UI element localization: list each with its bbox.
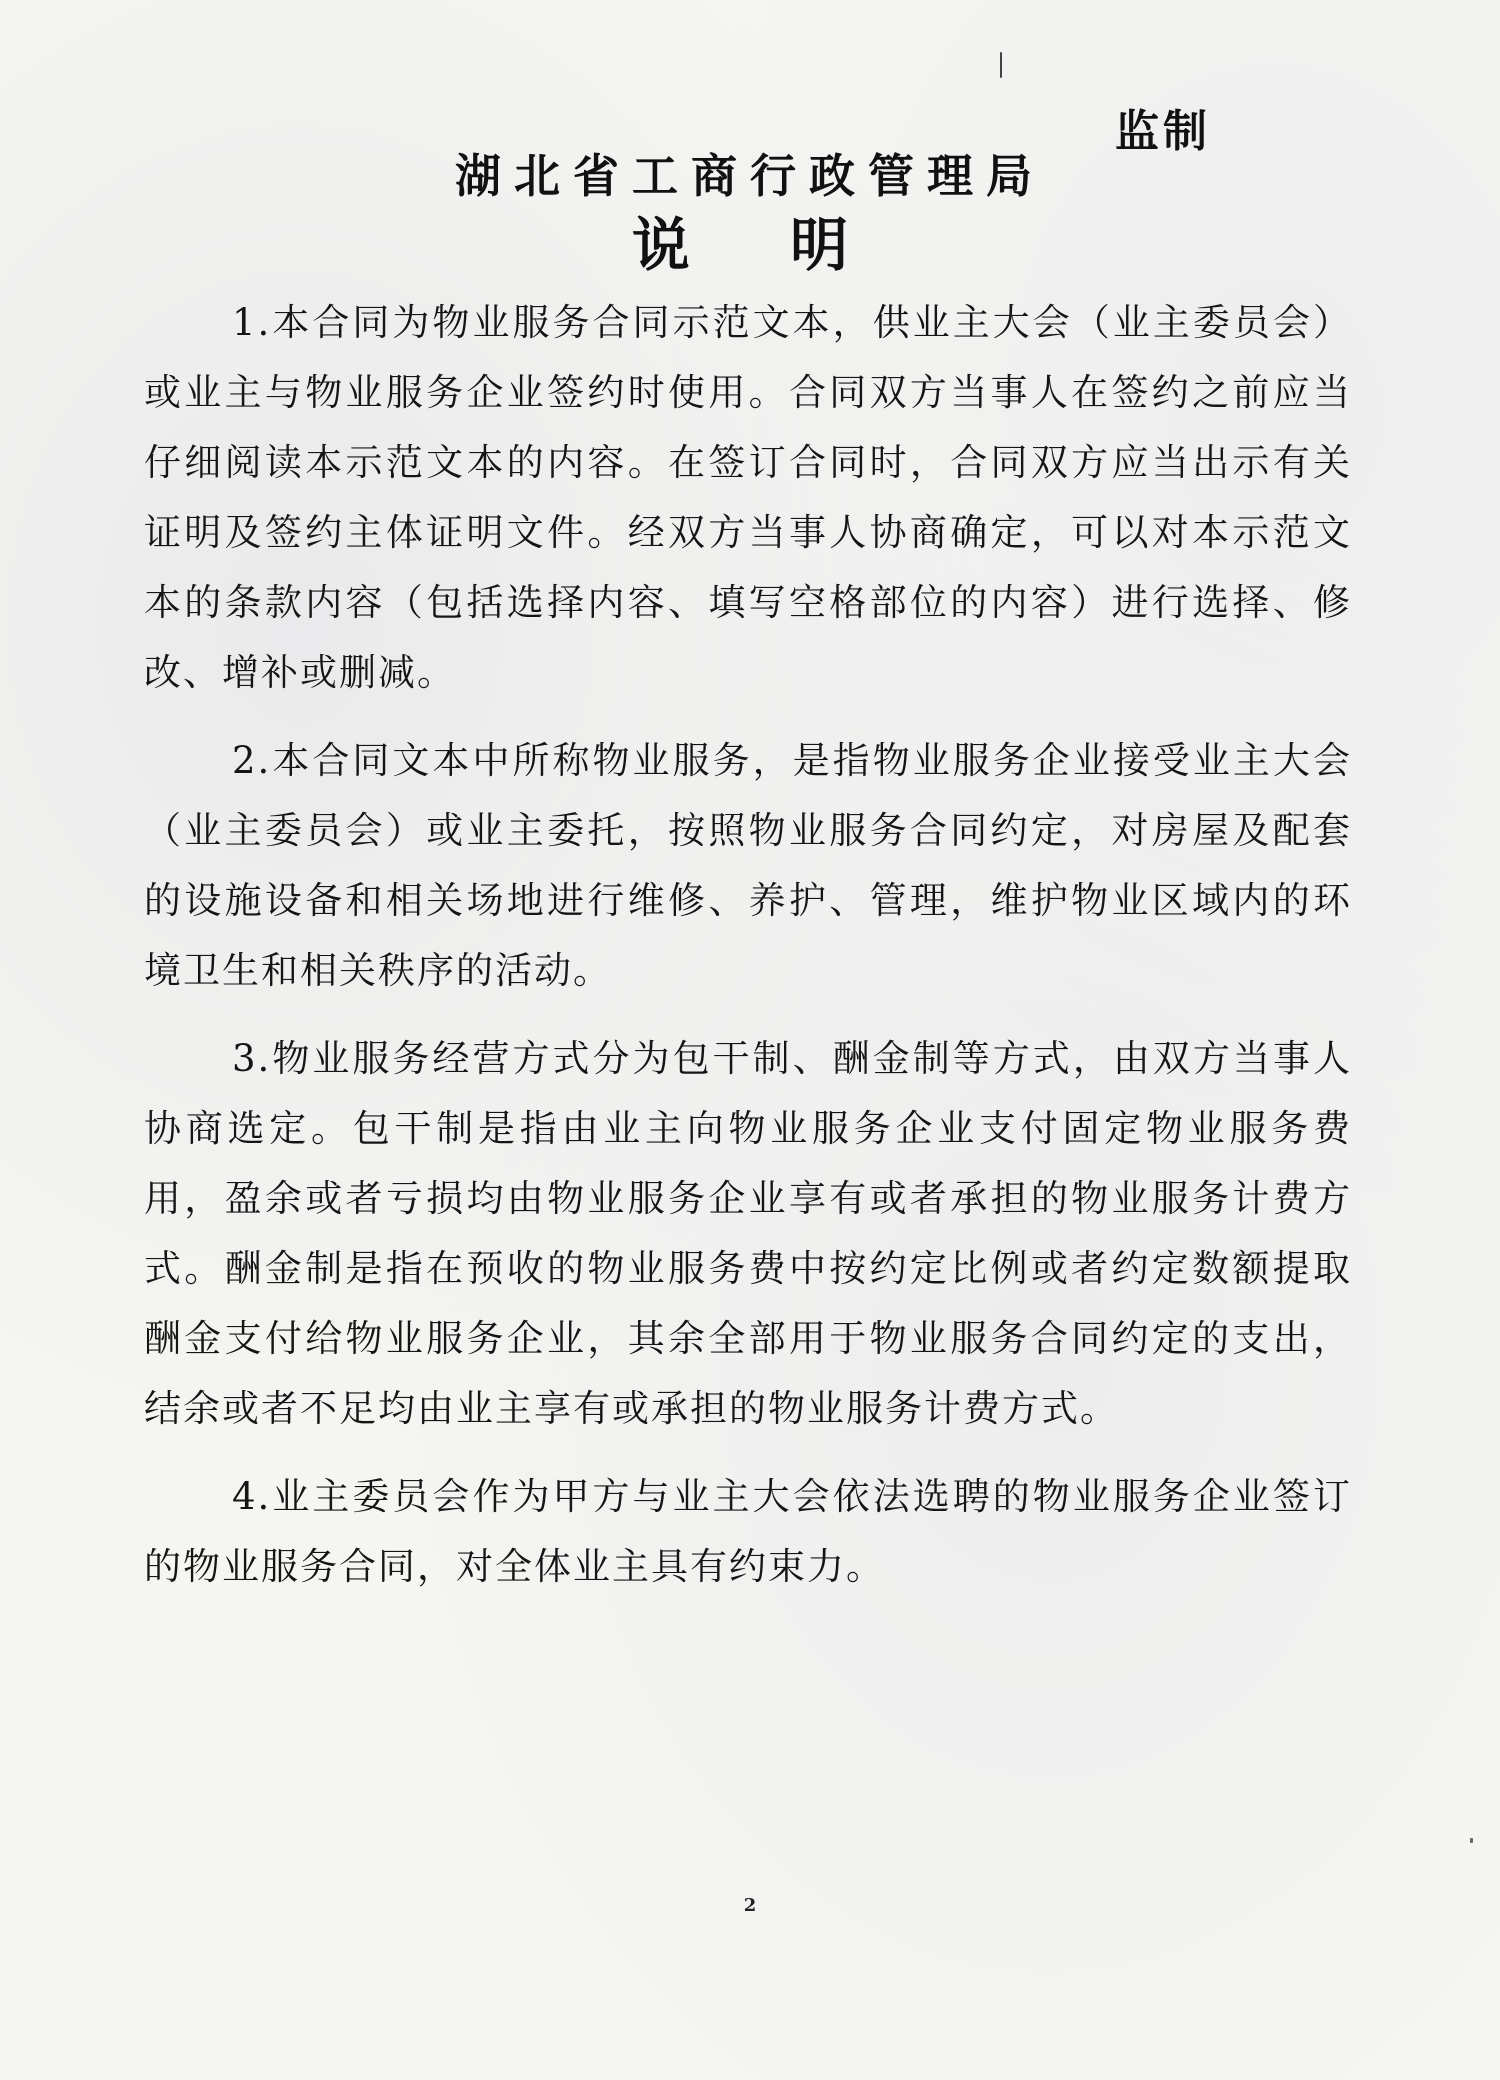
paragraph-4: 4.业主委员会作为甲方与业主大会依法选聘的物业服务企业签订的物业服务合同，对全体业主具有约束力。 [144,1475,1352,1588]
page-number: 2 [743,1895,757,1916]
document-title: 说 明 [631,211,889,279]
document-body [144,288,1352,1620]
scan-mark [1000,52,1002,78]
paragraph-1: 1.本合同为物业服务合同示范文本，供业主大会（业主委员会）或业主与物业服务企业签约时使用。合同双方当事人在签约之前应当仔细阅读本示范文本的内容。在签订合同时，合同双方应当出示有关证明及签约主体证明文件。经双方当事人协商确定，可以对本示范文本的条款内容（包括选择内容、填写空格部位的内容）进行选择、修改、增补或删减。 [144,301,1352,694]
supervision-label: 监制 [1115,106,1211,157]
issuing-authority: 湖北省工商行政管理局 [455,149,1045,203]
paragraph-3: 3.物业服务经营方式分为包干制、酬金制等方式，由双方当事人协商选定。包干制是指由业主向物业服务企业支付固定物业服务费用，盈余或者亏损均由物业服务企业享有或者承担的物业服务计费方式。酬金制是指在预收的物业服务费中按约定比例或者约定数额提取酬金支付给物业服务企业，其余全部用于物业服务合同约定的支出，结余或者不足均由业主享有或承担的物业服务计费方式。 [144,1037,1352,1430]
scan-mark [1470,1838,1473,1843]
paragraph-2: 2.本合同文本中所称物业服务，是指物业服务企业接受业主大会（业主委员会）或业主委托，按照物业服务合同约定，对房屋及配套的设施设备和相关场地进行维修、养护、管理，维护物业区域内的环境卫生和相关秩序的活动。 [144,739,1352,992]
